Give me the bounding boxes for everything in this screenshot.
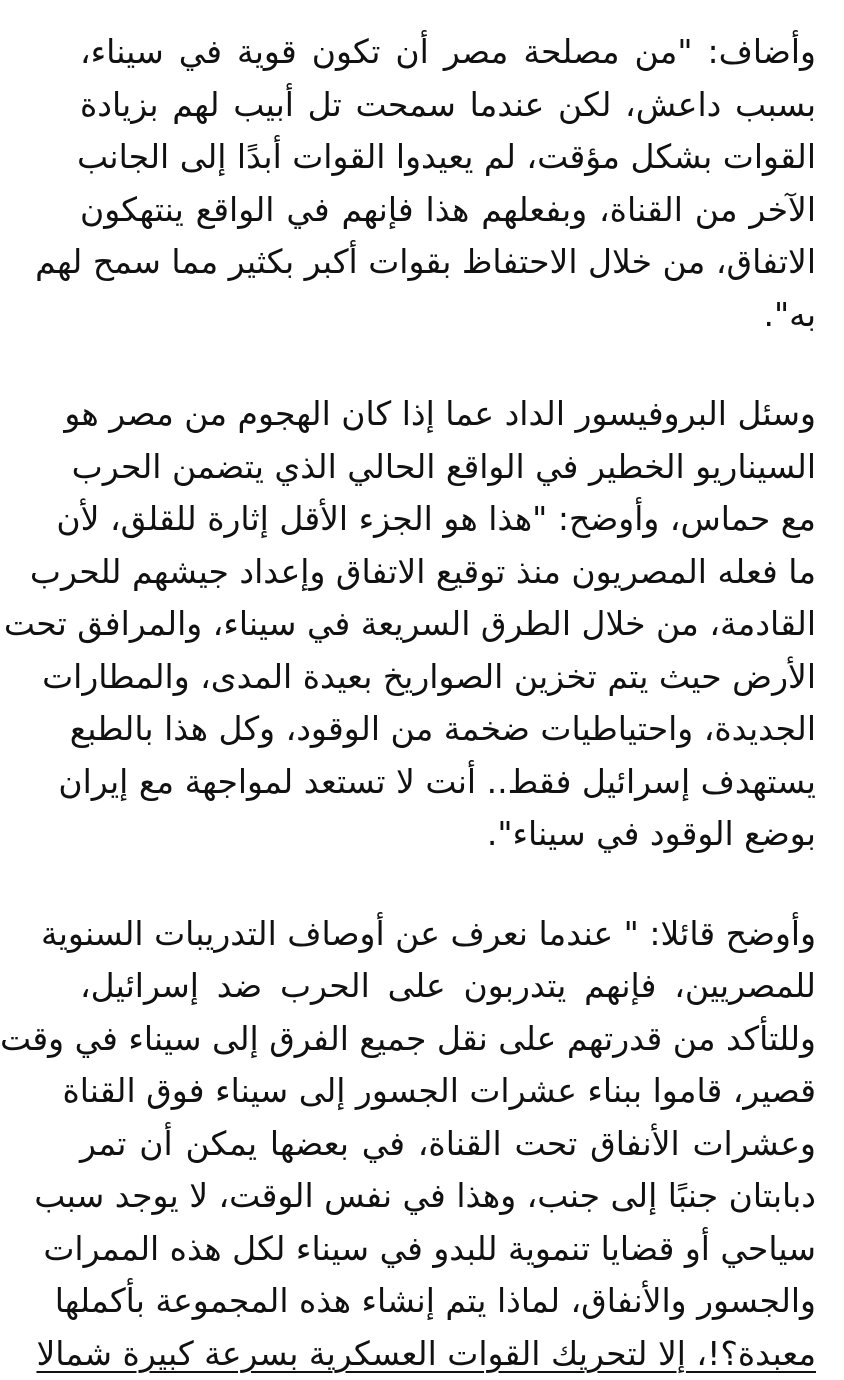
- text-line: الأرض حيث يتم تخزين الصواريخ بعيدة المدى، والمطارات: [80, 651, 816, 704]
- paragraph-2: [80, 388, 816, 861]
- text-line: والجسور والأنفاق، لماذا يتم إنشاء هذه المجموعة بأكملها: [80, 1275, 816, 1328]
- text-line: بوضع الوقود في سيناء".: [80, 808, 816, 861]
- text-line: القوات بشكل مؤقت، لم يعيدوا القوات أبدًا إلى الجانب: [80, 131, 816, 184]
- text-line-cut-off: معبدة؟!، إلا لتحريك القوات العسكرية بسرعة كبيرة شمالا: [80, 1328, 816, 1380]
- text-line: السيناريو الخطير في الواقع الحالي الذي يتضمن الحرب: [80, 441, 816, 494]
- article-body: [52, 0, 844, 1200]
- text-line: قصير، قاموا ببناء عشرات الجسور إلى سيناء فوق القناة: [80, 1065, 816, 1118]
- text-line: الاتفاق، من خلال الاحتفاظ بقوات أكبر بكثير مما سمح لهم: [80, 236, 816, 289]
- text-line: سياحي أو قضايا تنموية للبدو في سيناء لكل هذه الممرات: [80, 1223, 816, 1276]
- paragraph-3: [80, 908, 816, 1380]
- text-line: الآخر من القناة، وبفعلهم هذا فإنهم في الواقع ينتهكون: [80, 184, 816, 237]
- text-line: وعشرات الأنفاق تحت القناة، في بعضها يمكن أن تمر: [80, 1118, 816, 1171]
- text-line: للمصريين، فإنهم يتدربون على الحرب ضد إسرائيل،: [80, 960, 816, 1013]
- text-line: الجديدة، واحتياطيات ضخمة من الوقود، وكل هذا بالطبع: [80, 703, 816, 756]
- text-line: ما فعله المصريون منذ توقيع الاتفاق وإعداد جيشهم للحرب: [80, 546, 816, 599]
- text-line: دبابتان جنبًا إلى جنب، وهذا في نفس الوقت، لا يوجد سبب: [80, 1170, 816, 1223]
- text-line: وأوضح قائلا: " عندما نعرف عن أوصاف التدريبات السنوية: [80, 908, 816, 961]
- text-line: يستهدف إسرائيل فقط.. أنت لا تستعد لمواجهة مع إيران: [80, 756, 816, 809]
- text-line: القادمة، من خلال الطرق السريعة في سيناء، والمرافق تحت: [80, 598, 816, 651]
- text-line: مع حماس، وأوضح: "هذا هو الجزء الأقل إثارة للقلق، لأن: [80, 493, 816, 546]
- text-line: بسبب داعش، لكن عندما سمحت تل أبيب لهم بزيادة: [80, 79, 816, 132]
- text-line: وللتأكد من قدرتهم على نقل جميع الفرق إلى سيناء في وقت: [80, 1013, 816, 1066]
- text-line: وأضاف: "من مصلحة مصر أن تكون قوية في سيناء،: [80, 26, 816, 79]
- text-line: به".: [80, 289, 816, 342]
- paragraph-1: [80, 26, 816, 341]
- text-line: وسئل البروفيسور الداد عما إذا كان الهجوم من مصر هو: [80, 388, 816, 441]
